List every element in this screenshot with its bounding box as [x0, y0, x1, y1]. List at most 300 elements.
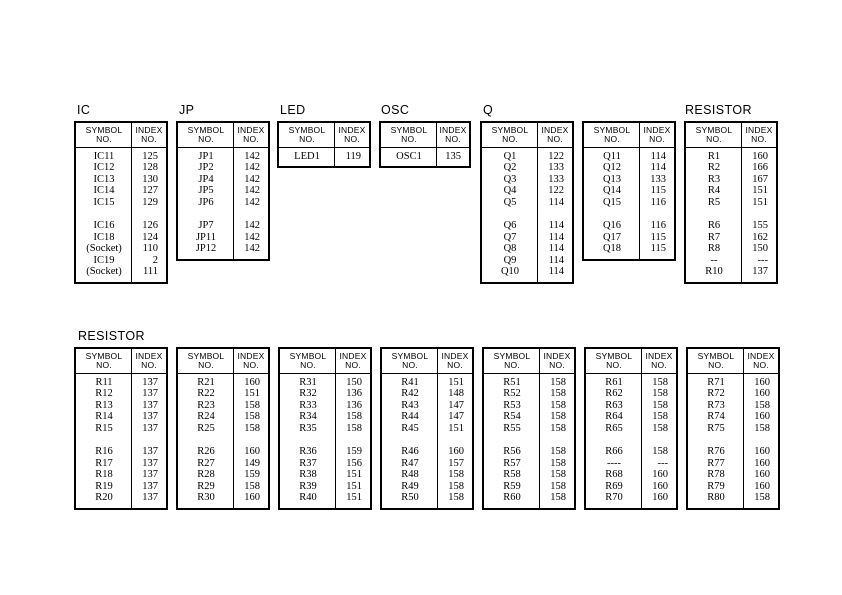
symbol-col-header	[482, 123, 538, 147]
table-body	[484, 374, 574, 509]
index-cell: 160	[652, 469, 668, 481]
index-cell: 158	[652, 411, 668, 423]
index-cell: 114	[548, 220, 564, 232]
symbol-cell: R64	[605, 411, 623, 423]
header-label: SYMBOL	[390, 124, 428, 135]
symbol-cell: R11	[95, 376, 113, 388]
table-spacer-row	[382, 434, 472, 446]
header-label: NO.	[345, 360, 361, 370]
symbol-cell: R73	[707, 399, 725, 411]
index-cell: 137	[142, 388, 158, 400]
table-row	[484, 469, 574, 481]
section-title-q: Q	[483, 103, 494, 117]
index-cell: 142	[244, 243, 260, 255]
header-label: SYMBOL	[85, 124, 123, 135]
table-row	[584, 151, 674, 163]
index-cell: 158	[244, 422, 260, 434]
header-label: NO.	[502, 134, 518, 144]
table-row	[76, 446, 166, 458]
table-row	[482, 266, 572, 278]
symbol-cell: R59	[503, 480, 521, 492]
index-cell: 142	[244, 185, 260, 197]
table-row	[280, 458, 370, 470]
table-row	[584, 243, 674, 255]
index-cell: 137	[142, 457, 158, 469]
symbol-cell: JP1	[198, 150, 214, 162]
symbol-cell: Q6	[503, 220, 517, 232]
symbol-cell: R44	[401, 411, 419, 423]
table-row	[584, 162, 674, 174]
header-label: NO.	[751, 134, 767, 144]
symbol-cell: R16	[95, 446, 113, 458]
header-label: INDEX	[135, 124, 163, 135]
table-row	[584, 232, 674, 244]
parts-table-resistor-r31-r40	[278, 347, 372, 510]
symbol-cell: IC19	[93, 254, 115, 266]
symbol-cell: R57	[503, 457, 521, 469]
symbol-cell: JP4	[198, 173, 214, 185]
table-row	[688, 492, 778, 504]
table-row	[382, 458, 472, 470]
index-cell: 122	[548, 150, 564, 162]
symbol-cell: R61	[605, 376, 623, 388]
symbol-cell: R48	[401, 469, 419, 481]
index-cell: 157	[448, 457, 464, 469]
symbol-cell: Q14	[602, 185, 622, 197]
symbol-cell: R72	[707, 388, 725, 400]
index-cell: 150	[346, 376, 362, 388]
index-cell: ---	[657, 457, 668, 469]
header-label: NO.	[96, 134, 112, 144]
table-row	[382, 423, 472, 435]
table-row	[484, 400, 574, 412]
index-cell: 126	[142, 220, 158, 232]
table-row	[586, 446, 676, 458]
table-row	[482, 220, 572, 232]
symbol-cell: R70	[605, 492, 623, 504]
symbol-cell: R79	[707, 480, 725, 492]
symbol-cell: R43	[401, 399, 419, 411]
table-row	[280, 377, 370, 389]
table-row	[484, 388, 574, 400]
index-cell: 127	[142, 185, 158, 197]
header-label: NO.	[606, 360, 622, 370]
index-cell: 158	[448, 469, 464, 481]
table-row	[178, 151, 268, 163]
index-cell: 158	[550, 399, 566, 411]
index-cell: 160	[244, 446, 260, 458]
parts-table-resistor-r1-r10	[684, 121, 778, 284]
symbol-cell: R21	[197, 376, 215, 388]
index-cell: 147	[448, 411, 464, 423]
symbol-cell: R49	[401, 480, 419, 492]
table-row	[688, 400, 778, 412]
section-title-jp: JP	[179, 103, 195, 117]
symbol-cell: Q18	[602, 243, 622, 255]
table-row	[76, 151, 166, 163]
header-label: INDEX	[441, 350, 469, 361]
index-cell: 158	[448, 480, 464, 492]
index-col-header	[132, 349, 166, 373]
index-cell: 115	[650, 185, 666, 197]
symbol-cell: R30	[197, 492, 215, 504]
table-row	[584, 197, 674, 209]
index-cell: ---	[757, 254, 768, 266]
table-row	[382, 400, 472, 412]
table-header	[280, 349, 370, 374]
index-cell: 159	[346, 446, 362, 458]
index-cell: 137	[142, 492, 158, 504]
index-cell: 122	[548, 185, 564, 197]
table-row	[686, 220, 776, 232]
index-cell: 160	[754, 376, 770, 388]
symbol-cell: R36	[299, 446, 317, 458]
parts-table-resistor-r51-r60	[482, 347, 576, 510]
index-cell: 151	[244, 388, 260, 400]
table-row	[482, 151, 572, 163]
index-cell: 148	[448, 388, 464, 400]
index-cell: 160	[754, 388, 770, 400]
table-header	[178, 123, 268, 148]
table-row	[76, 220, 166, 232]
symbol-col-header	[484, 349, 540, 373]
index-cell: 158	[652, 376, 668, 388]
header-label: NO.	[141, 360, 157, 370]
table-body	[76, 148, 166, 283]
symbol-cell: IC13	[93, 173, 115, 185]
index-cell: 150	[752, 243, 768, 255]
parts-table-resistor-r41-r50	[380, 347, 474, 510]
symbol-cell: Q15	[602, 196, 622, 208]
symbol-cell: JP2	[198, 162, 214, 174]
table-row	[586, 492, 676, 504]
table-row	[482, 197, 572, 209]
symbol-cell: IC14	[93, 185, 115, 197]
header-label: SYMBOL	[493, 350, 531, 361]
header-label: NO.	[753, 360, 769, 370]
index-cell: 136	[346, 399, 362, 411]
table-row	[584, 185, 674, 197]
table-row	[76, 388, 166, 400]
table-row	[686, 266, 776, 278]
table-body	[482, 148, 572, 283]
symbol-cell: JP6	[198, 196, 214, 208]
index-cell: 158	[652, 422, 668, 434]
table-spacer-row	[280, 434, 370, 446]
index-cell: 151	[752, 196, 768, 208]
symbol-cell: R12	[95, 388, 113, 400]
symbol-col-header	[178, 349, 234, 373]
header-label: NO.	[706, 134, 722, 144]
header-label: SYMBOL	[289, 350, 327, 361]
symbol-cell: Q4	[503, 185, 517, 197]
parts-table-resistor-r61-r70	[584, 347, 678, 510]
table-row	[586, 411, 676, 423]
header-label: NO.	[198, 134, 214, 144]
index-cell: 137	[142, 480, 158, 492]
header-label: INDEX	[645, 350, 673, 361]
index-cell: 114	[650, 150, 666, 162]
index-cell: 160	[754, 469, 770, 481]
symbol-cell: R52	[503, 388, 521, 400]
index-cell: 160	[754, 411, 770, 423]
table-row	[178, 162, 268, 174]
table-body	[584, 148, 674, 259]
symbol-cell: R40	[299, 492, 317, 504]
table-row	[76, 411, 166, 423]
symbol-cell: Q16	[602, 220, 622, 232]
table-row	[280, 388, 370, 400]
table-row	[280, 411, 370, 423]
index-cell: 137	[142, 446, 158, 458]
index-cell: 137	[142, 399, 158, 411]
index-cell: 2	[152, 254, 158, 266]
table-spacer-row	[76, 208, 166, 220]
symbol-col-header	[178, 123, 234, 147]
symbol-cell: IC16	[93, 220, 115, 232]
header-label: SYMBOL	[593, 124, 631, 135]
header-label: NO.	[447, 360, 463, 370]
table-body	[76, 374, 166, 509]
symbol-cell: R54	[503, 411, 521, 423]
symbol-cell: R51	[503, 376, 521, 388]
index-col-header	[742, 123, 776, 147]
symbol-cell: R14	[95, 411, 113, 423]
table-header	[381, 123, 469, 148]
index-cell: 137	[142, 422, 158, 434]
table-row	[482, 232, 572, 244]
symbol-cell: R42	[401, 388, 419, 400]
index-cell: 137	[752, 266, 768, 278]
index-col-header	[437, 123, 469, 147]
index-col-header	[640, 123, 674, 147]
symbol-cell: R29	[197, 480, 215, 492]
index-cell: 142	[244, 150, 260, 162]
table-row	[279, 151, 369, 163]
index-cell: 160	[244, 376, 260, 388]
symbol-col-header	[76, 349, 132, 373]
symbol-cell: R77	[707, 457, 725, 469]
symbol-cell: R38	[299, 469, 317, 481]
table-row	[482, 243, 572, 255]
table-row	[76, 232, 166, 244]
table-row	[280, 492, 370, 504]
index-cell: 160	[448, 446, 464, 458]
index-cell: 142	[244, 196, 260, 208]
header-label: NO.	[96, 360, 112, 370]
header-label: SYMBOL	[85, 350, 123, 361]
table-row	[76, 481, 166, 493]
symbol-col-header	[280, 349, 336, 373]
symbol-cell: JP12	[195, 243, 217, 255]
table-header	[484, 349, 574, 374]
symbol-cell: R31	[299, 376, 317, 388]
table-row	[178, 220, 268, 232]
index-cell: 158	[550, 480, 566, 492]
index-cell: 147	[448, 399, 464, 411]
table-row	[586, 388, 676, 400]
symbol-cell: R56	[503, 446, 521, 458]
header-label: INDEX	[745, 124, 773, 135]
index-cell: 158	[244, 399, 260, 411]
index-cell: 142	[244, 220, 260, 232]
table-row	[178, 492, 268, 504]
header-label: INDEX	[237, 124, 265, 135]
header-label: NO.	[299, 134, 315, 144]
table-spacer-row	[686, 208, 776, 220]
index-cell: 158	[652, 399, 668, 411]
table-row	[178, 243, 268, 255]
parts-table-resistor-r71-r80	[686, 347, 780, 510]
table-row	[280, 446, 370, 458]
symbol-cell: R27	[197, 457, 215, 469]
symbol-cell: Q12	[602, 162, 622, 174]
index-cell: 129	[142, 196, 158, 208]
symbol-cell: R15	[95, 422, 113, 434]
header-label: INDEX	[543, 350, 571, 361]
table-row	[76, 458, 166, 470]
header-label: NO.	[344, 134, 360, 144]
index-cell: 158	[244, 411, 260, 423]
table-row	[686, 197, 776, 209]
table-row	[382, 411, 472, 423]
index-cell: 114	[548, 196, 564, 208]
table-row	[482, 185, 572, 197]
table-body	[381, 148, 469, 167]
parts-table-resistor-r11-r20	[74, 347, 168, 510]
table-row	[381, 151, 469, 163]
symbol-cell: Q9	[503, 254, 517, 266]
symbol-col-header	[381, 123, 437, 147]
header-label: NO.	[141, 134, 157, 144]
index-cell: 133	[548, 173, 564, 185]
symbol-cell: IC12	[93, 162, 115, 174]
symbol-cell: (Socket)	[86, 266, 122, 278]
index-cell: 149	[244, 457, 260, 469]
index-cell: 116	[650, 220, 666, 232]
table-header	[279, 123, 369, 148]
index-cell: 111	[143, 266, 158, 278]
header-label: SYMBOL	[695, 124, 733, 135]
symbol-cell: R60	[503, 492, 521, 504]
header-label: SYMBOL	[187, 350, 225, 361]
index-cell: 158	[550, 422, 566, 434]
symbol-col-header	[382, 349, 438, 373]
index-cell: 160	[652, 492, 668, 504]
table-row	[76, 492, 166, 504]
index-cell: 158	[652, 446, 668, 458]
symbol-cell: R18	[95, 469, 113, 481]
index-cell: 158	[550, 469, 566, 481]
symbol-cell: R50	[401, 492, 419, 504]
index-cell: 151	[448, 422, 464, 434]
table-row	[686, 185, 776, 197]
index-cell: 158	[652, 388, 668, 400]
table-row	[178, 185, 268, 197]
symbol-col-header	[686, 123, 742, 147]
symbol-cell: --	[710, 254, 718, 266]
index-col-header	[538, 123, 572, 147]
symbol-cell: Q17	[602, 231, 622, 243]
table-row	[76, 400, 166, 412]
index-cell: 158	[550, 457, 566, 469]
index-cell: 137	[142, 411, 158, 423]
header-label: SYMBOL	[391, 350, 429, 361]
header-label: NO.	[243, 134, 259, 144]
table-header	[76, 349, 166, 374]
symbol-cell: Q8	[503, 243, 517, 255]
symbol-cell: R53	[503, 399, 521, 411]
table-header	[584, 123, 674, 148]
table-row	[586, 481, 676, 493]
symbol-cell: R26	[197, 446, 215, 458]
symbol-cell: R8	[707, 243, 721, 255]
table-row	[688, 423, 778, 435]
table-row	[586, 377, 676, 389]
section-title-ic: IC	[77, 103, 91, 117]
table-body	[688, 374, 778, 509]
table-row	[76, 197, 166, 209]
table-row	[484, 492, 574, 504]
table-row	[584, 220, 674, 232]
symbol-cell: R39	[299, 480, 317, 492]
table-row	[76, 255, 166, 267]
symbol-cell: R17	[95, 457, 113, 469]
header-label: NO.	[198, 360, 214, 370]
symbol-cell: R2	[707, 162, 721, 174]
table-row	[686, 232, 776, 244]
parts-table-q-2	[582, 121, 676, 261]
symbol-cell: R22	[197, 388, 215, 400]
index-cell: 158	[550, 446, 566, 458]
symbol-cell: R76	[707, 446, 725, 458]
symbol-cell: JP11	[195, 231, 217, 243]
symbol-cell: Q1	[503, 150, 517, 162]
index-cell: 160	[244, 492, 260, 504]
table-row	[686, 174, 776, 186]
table-row	[178, 400, 268, 412]
parts-table-osc	[379, 121, 471, 168]
table-row	[382, 388, 472, 400]
index-cell: 160	[754, 446, 770, 458]
header-label: INDEX	[135, 350, 163, 361]
symbol-cell: Q10	[500, 266, 520, 278]
symbol-cell: R25	[197, 422, 215, 434]
index-cell: 159	[244, 469, 260, 481]
index-cell: 128	[142, 162, 158, 174]
table-row	[688, 481, 778, 493]
index-cell: 162	[752, 231, 768, 243]
section-title-resistor-bottom: RESISTOR	[78, 329, 145, 343]
index-cell: 114	[548, 231, 564, 243]
symbol-cell: R47	[401, 457, 419, 469]
header-label: NO.	[708, 360, 724, 370]
table-row	[484, 377, 574, 389]
parts-table-resistor-r21-r30	[176, 347, 270, 510]
index-cell: 151	[752, 185, 768, 197]
index-cell: 114	[548, 243, 564, 255]
table-spacer-row	[584, 208, 674, 220]
symbol-cell: R32	[299, 388, 317, 400]
table-row	[76, 243, 166, 255]
header-label: INDEX	[747, 350, 775, 361]
symbol-cell: R62	[605, 388, 623, 400]
header-label: SYMBOL	[187, 124, 225, 135]
table-spacer-row	[688, 434, 778, 446]
symbol-cell: R6	[707, 220, 721, 232]
symbol-cell: Q5	[503, 196, 517, 208]
index-cell: 115	[650, 243, 666, 255]
